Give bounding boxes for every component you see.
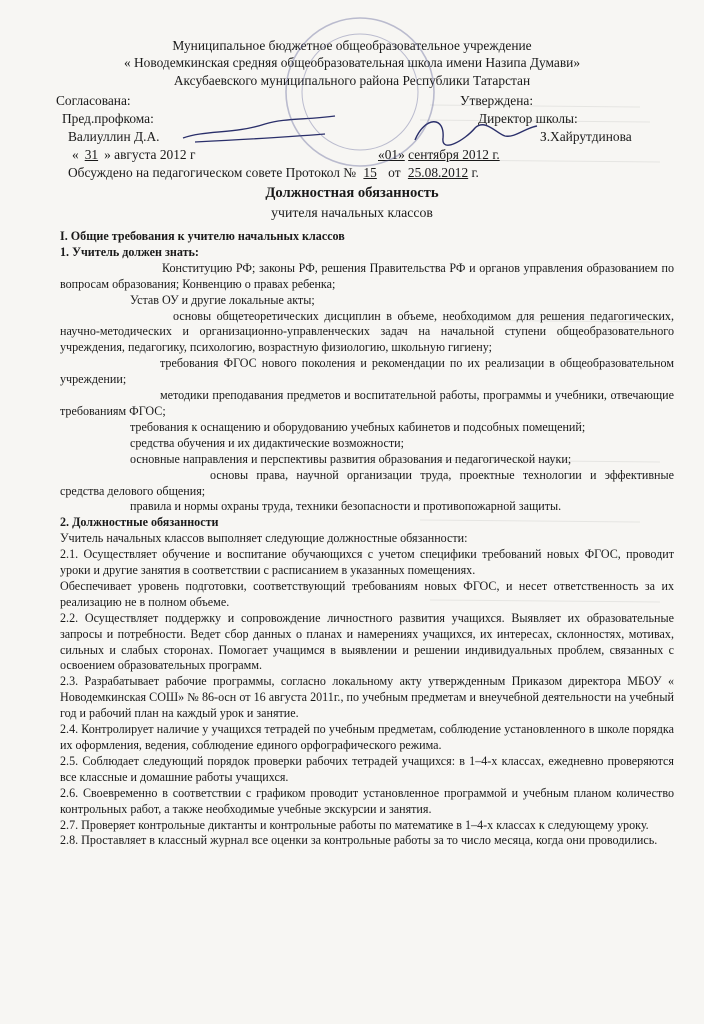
requirement-item: методики преподавания предметов и воспитательной работы, программы и учебники, отвечающие требованиям ФГОС; [60,388,674,418]
requirement-item: Конституцию РФ; законы РФ, решения Правительства РФ и органов управления образованием по вопросам образования; Конвенцию о правах ребенка; [60,260,674,291]
document-body [60,229,674,849]
duty-item: 2.4. Контролирует наличие у учащихся тетрадей по учебным предметам, соблюдение установленного в школе порядка их оформления, ведения, соблюдение единого орфографического режима. [60,722,674,752]
date-right-rest: сентября 2012 г. [408,147,500,162]
duty-item: 2.8. Проставляет в классный журнал все оценки за контрольные работы за то число месяца, когда они проводились. [60,833,658,848]
duty-item: 2.5. Соблюдает следующий порядок проверки рабочих тетрадей учащихся: в 1–4-х классах, ежедневно проверяются все классные и домашние работы учащихся. [60,753,674,784]
approved-label: Утверждена: [460,93,534,108]
director-label: Директор школы: [478,111,578,126]
requirement-item: правила и нормы охраны труда, техники безопасности и противопожарной защиты. [130,499,562,514]
duties-heading: 2. Должностные обязанности [60,515,219,530]
duty-item: Обеспечивает уровень подготовки, соответствующий требованиям новых ФГОС, и несет ответственность за их реализацию не в полном объеме. [60,578,674,609]
requirement-item: основы общетеоретических дисциплин в объеме, необходимом для решения педагогических, научно-методических и организационно-управленческих задач на начальной ступени общеобразовательного учреждения, педагогику, психологию, возрастную физиологию, школьную гигиену; [60,308,674,355]
protocol-from: от [388,165,401,180]
union-chair-name: Валиуллин Д.А. [68,129,160,144]
duty-item: 2.1. Осуществляет обучение и воспитание обучающихся с учетом специфики требований новых ФГОС, проводит уроки и другие занятия в соответствии с расписанием в указанных помещениях. [60,547,674,578]
requirement-item: основные направления и перспективы развития образования и педагогической науки; [130,451,572,466]
duty-item: 2.7. Проверяет контрольные диктанты и контрольные работы по математике в 1–4-х классах к следующему уроку. [60,817,649,832]
protocol-number: 15 [363,165,377,180]
director-name: З.Хайрутдинова [540,129,632,144]
requirement-item: Устав ОУ и другие локальные акты; [130,292,315,307]
union-chair-label: Пред.профкома: [62,111,154,126]
duty-item: 2.3. Разрабатывает рабочие программы, согласно локальному акту утвержденным Приказом директора МБОУ « Новодемкинская СОШ» № 86-осн от 16 августа 2011г., по учебным предметам и внеучебной деятельности на учебный год и рабочий план на каждый урок и занятие. [60,674,674,721]
duty-item: 2.2. Осуществляет поддержку и сопровождение личностного развития учащихся. Выявляет их образовательные запросы и потребности. Ведет сбор данных о планах и намерениях учащихся, их интересах, склонностях, мотивах, сильных и слабых сторонах. Помогает учащимся в выявлении и решении индивидуальных проблем, связанных с освоением образовательных программ. [60,610,674,673]
protocol-year: г. [471,165,479,180]
council-text: Обсуждено на педагогическом совете Протокол № [68,165,357,180]
document-title: Должностная обязанность [265,185,439,201]
section-heading: I. Общие требования к учителю начальных классов [60,229,345,243]
date-left-rest: августа 2012 г [114,147,196,162]
protocol-date: 25.08.2012 [407,165,469,180]
requirement-item: требования ФГОС нового поколения и рекомендации по их реализации в общеобразовательном учреждении; [60,356,674,387]
duties-intro: Учитель начальных классов выполняет следующие должностные обязанности: [60,531,468,546]
requirement-item: средства обучения и их дидактические возможности; [130,435,404,450]
requirement-item: основы права, научной организации труда, проектные технологии и эффективные средства делового общения; [60,467,674,498]
school-name-line: « Новодемкинская средняя общеобразовательная школа имени Назипа Думави» [123,55,581,70]
date-right-day: «01» [378,147,405,162]
date-left-day: 31 [84,147,99,162]
district-line: Аксубаевского муниципального района Республики Татарстан [173,73,531,88]
date-left: « 31 » августа 2012 г [72,147,196,162]
agreed-label: Согласована: [56,93,131,108]
school-type-line: Муниципальное бюджетное общеобразовательное учреждение [172,38,532,53]
requirement-item: требования к оснащению и оборудованию учебных кабинетов и подсобных помещений; [130,419,586,434]
document-subtitle: учителя начальных классов [271,205,433,220]
subsection-heading: 1. Учитель должен знать: [60,244,199,259]
duty-item: 2.6. Своевременно в соответствии с графиком проводит установленное программой и учебным планом количество контрольных работ, а также необходимые учебные экскурсии и занятия. [60,785,674,816]
school-stamp [280,12,440,172]
